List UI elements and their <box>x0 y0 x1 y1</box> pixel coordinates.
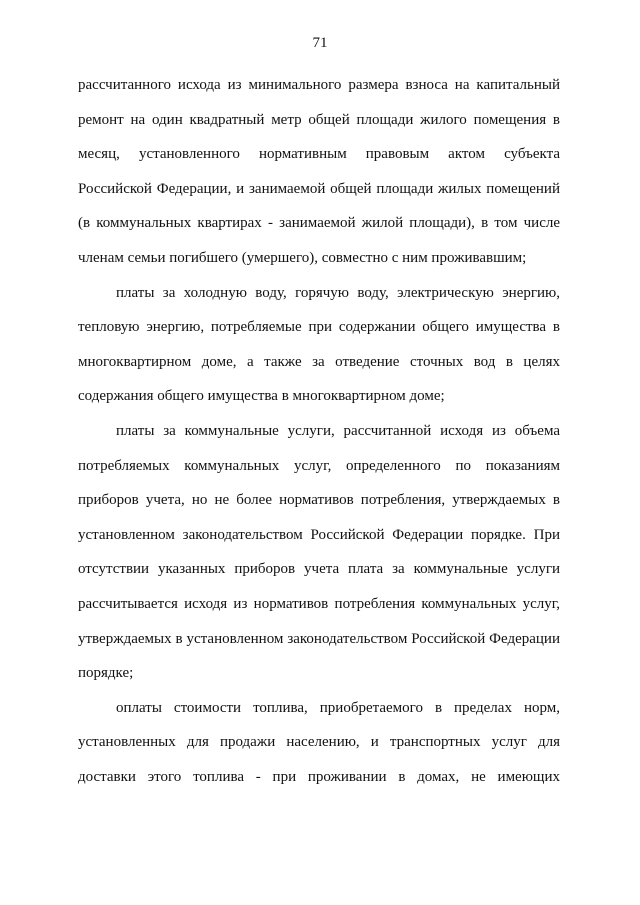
text-line: Российской Федерации, и занимаемой общей площади жилых помещений <box>78 180 560 197</box>
text-line: платы за коммунальные услуги, рассчитанной исходя из объема <box>116 422 560 439</box>
text-line: членам семьи погибшего (умершего), совместно с ним проживавшим; <box>78 249 527 266</box>
text-line: порядке; <box>78 665 134 682</box>
text-line: оплаты стоимости топлива, приобретаемого в пределах норм, <box>116 699 560 716</box>
paragraph-2 <box>78 276 560 414</box>
paragraph-3 <box>78 414 560 691</box>
text-line: установленном законодательством Российской Федерации порядке. При <box>78 526 560 543</box>
paragraph-1 <box>78 68 560 276</box>
text-line: рассчитывается исходя из нормативов потребления коммунальных услуг, <box>78 595 560 612</box>
text-line: приборов учета, но не более нормативов потребления, утверждаемых в <box>78 492 560 509</box>
paragraph-4 <box>78 691 560 795</box>
text-line: утверждаемых в установленном законодательством Российской Федерации <box>78 630 560 647</box>
text-line: отсутствии указанных приборов учета плата за коммунальные услуги <box>78 561 560 578</box>
text-line: установленных для продажи населению, и транспортных услуг для <box>78 734 560 751</box>
text-line: рассчитанного исхода из минимального размера взноса на капитальный <box>78 77 560 93</box>
text-line: доставки этого топлива - при проживании в домах, не имеющих <box>78 768 560 785</box>
document-body <box>78 68 560 794</box>
text-line: платы за холодную воду, горячую воду, электрическую энергию, <box>116 284 560 301</box>
text-line: потребляемых коммунальных услуг, определенного по показаниям <box>78 457 560 474</box>
text-line: ремонт на один квадратный метр общей площади жилого помещения в <box>78 111 560 128</box>
text-line: многоквартирном доме, а также за отведение сточных вод в целях <box>78 353 560 370</box>
text-line: (в коммунальных квартирах - занимаемой жилой площади), в том числе <box>78 215 560 232</box>
text-line: содержания общего имущества в многоквартирном доме; <box>78 388 445 405</box>
text-line: месяц, установленного нормативным правовым актом субъекта <box>78 146 560 163</box>
text-line: тепловую энергию, потребляемые при содержании общего имущества в <box>78 319 560 336</box>
page-number: 71 <box>312 35 328 51</box>
